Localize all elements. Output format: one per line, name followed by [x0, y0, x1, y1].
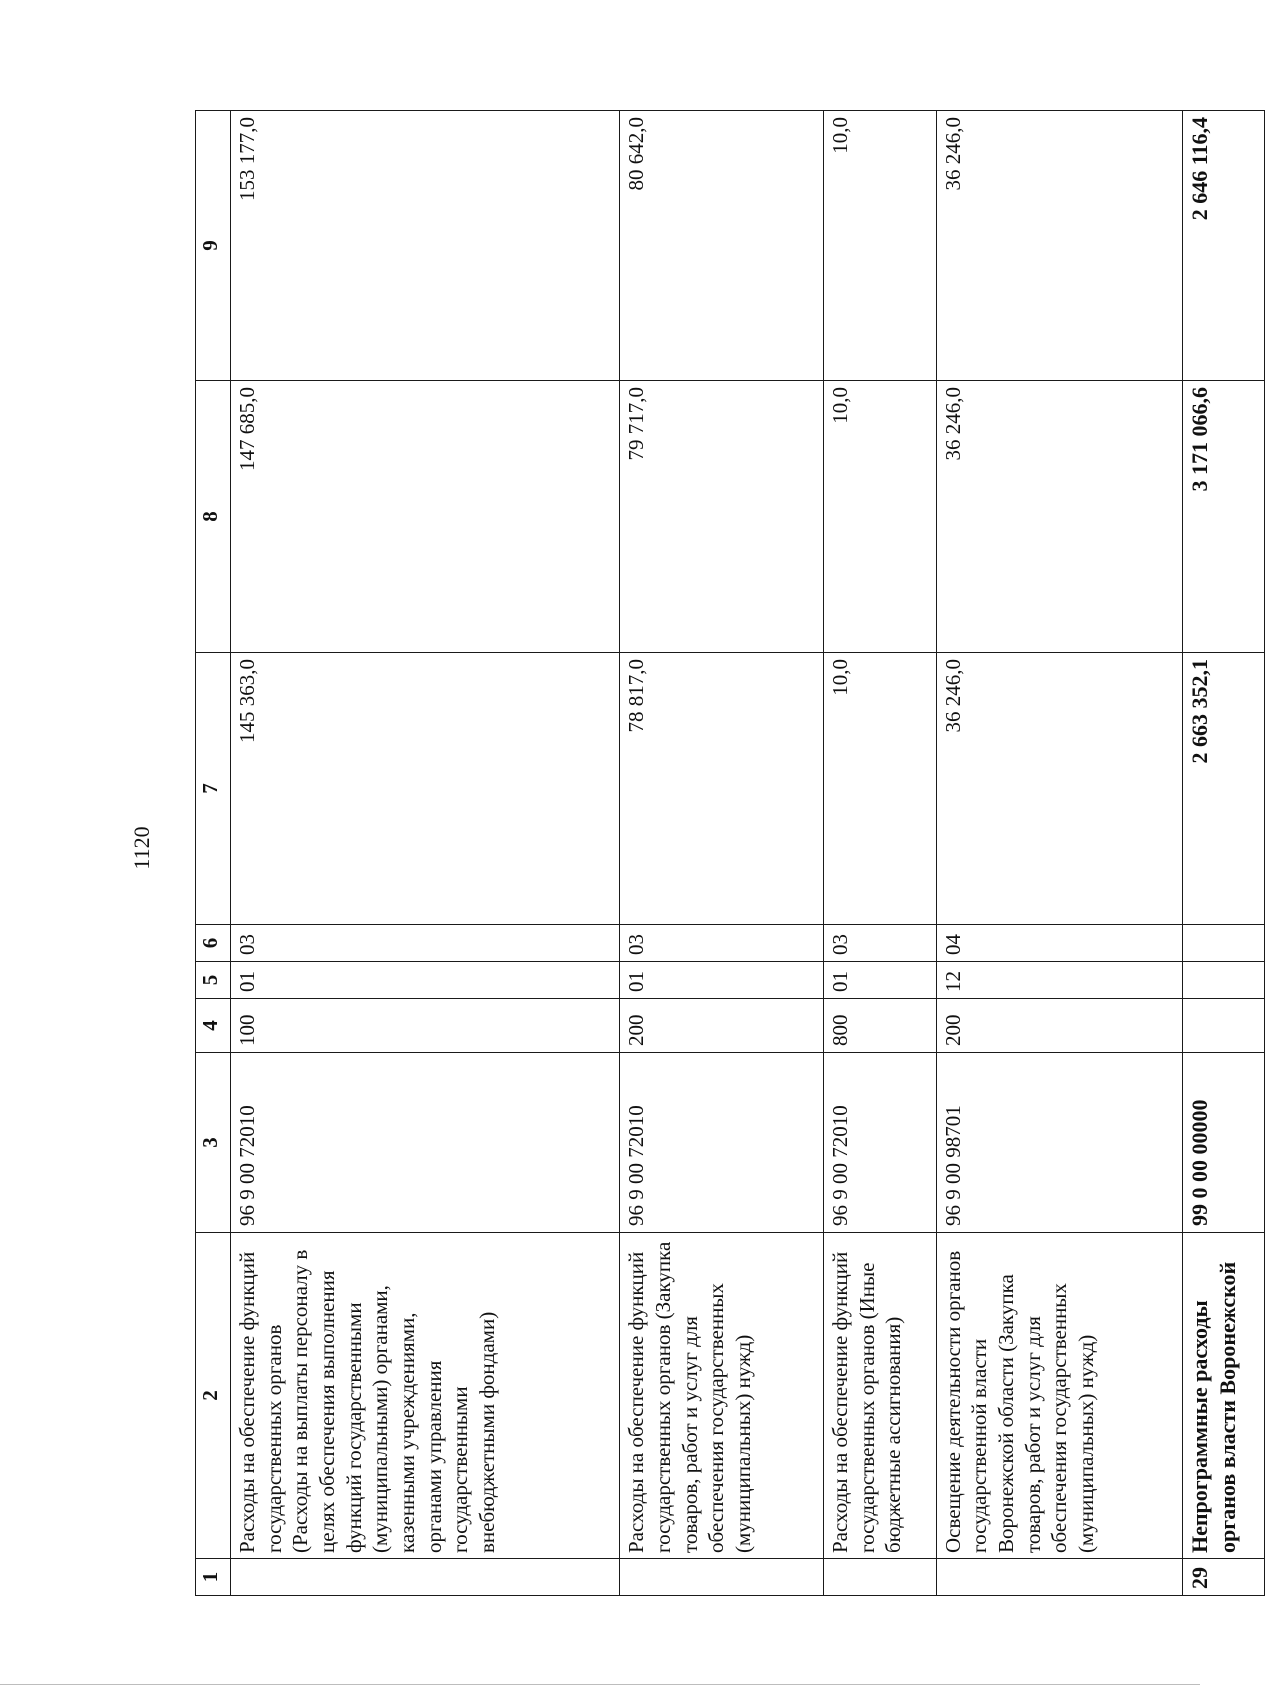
header-row [196, 111, 231, 1596]
column-header: 8 [196, 381, 231, 653]
section-code: 01 [620, 962, 824, 999]
subsection-code: 03 [231, 925, 620, 962]
amount-col-8: 10,0 [823, 381, 936, 653]
column-header: 2 [196, 1233, 231, 1559]
target-code: 96 9 00 98701 [936, 1053, 1183, 1233]
subsection-code: 03 [823, 925, 936, 962]
table-row [823, 111, 936, 1596]
subsection-code [1183, 925, 1265, 962]
page-number: 1120 [129, 826, 154, 870]
section-code: 12 [936, 962, 1183, 999]
page-bottom-rule [0, 1684, 1200, 1685]
expense-type-code [1183, 999, 1265, 1053]
table-row-total [1183, 111, 1265, 1596]
amount-col-8: 3 171 066,6 [1183, 381, 1265, 653]
amount-col-8: 79 717,0 [620, 381, 824, 653]
target-code: 96 9 00 72010 [620, 1053, 824, 1233]
column-header: 1 [196, 1559, 231, 1596]
column-header: 5 [196, 962, 231, 999]
target-code: 99 0 00 00000 [1183, 1053, 1265, 1233]
column-header: 9 [196, 111, 231, 381]
expense-name: Расходы на обеспечение функций государственных органов (Расходы на выплаты персоналу в целях обеспечения выполнения функций государственными (муниципальными) органами, казенными учреждениями, органами управления государственными внебюджетными фондами) [231, 1233, 620, 1559]
target-code: 96 9 00 72010 [823, 1053, 936, 1233]
row-number [936, 1559, 1183, 1596]
amount-col-9: 153 177,0 [231, 111, 620, 381]
section-code [1183, 962, 1265, 999]
amount-col-7: 145 363,0 [231, 653, 620, 925]
subsection-code: 03 [620, 925, 824, 962]
table-row [936, 111, 1183, 1596]
amount-col-8: 36 246,0 [936, 381, 1183, 653]
expense-name: Непрограммные расходы органов власти Воронежской [1183, 1233, 1265, 1559]
budget-table-rotated [195, 111, 1265, 1596]
target-code: 96 9 00 72010 [231, 1053, 620, 1233]
budget-table [195, 110, 1265, 1596]
expense-type-code: 200 [620, 999, 824, 1053]
section-code: 01 [823, 962, 936, 999]
column-header: 4 [196, 999, 231, 1053]
column-header: 3 [196, 1053, 231, 1233]
amount-col-9: 2 646 116,4 [1183, 111, 1265, 381]
amount-col-9: 80 642,0 [620, 111, 824, 381]
row-number [620, 1559, 824, 1596]
column-header: 7 [196, 653, 231, 925]
row-number [231, 1559, 620, 1596]
section-code: 01 [231, 962, 620, 999]
subsection-code: 04 [936, 925, 1183, 962]
expense-type-code: 100 [231, 999, 620, 1053]
amount-col-7: 2 663 352,1 [1183, 653, 1265, 925]
column-header: 6 [196, 925, 231, 962]
expense-name: Расходы на обеспечение функций государственных органов (Иные бюджетные ассигнования) [823, 1233, 936, 1559]
amount-col-7: 78 817,0 [620, 653, 824, 925]
row-number [823, 1559, 936, 1596]
amount-col-7: 36 246,0 [936, 653, 1183, 925]
expense-type-code: 200 [936, 999, 1183, 1053]
row-number: 29 [1183, 1559, 1265, 1596]
amount-col-7: 10,0 [823, 653, 936, 925]
amount-col-8: 147 685,0 [231, 381, 620, 653]
table-row [231, 111, 620, 1596]
expense-name: Освещение деятельности органов государственной власти Воронежской области (Закупка товаров, работ и услуг для обеспечения государственных (муниципальных) нужд) [936, 1233, 1183, 1559]
expense-name: Расходы на обеспечение функций государственных органов (Закупка товаров, работ и услуг для обеспечения государственных (муниципальных) нужд) [620, 1233, 824, 1559]
expense-type-code: 800 [823, 999, 936, 1053]
table-row [620, 111, 824, 1596]
amount-col-9: 36 246,0 [936, 111, 1183, 381]
amount-col-9: 10,0 [823, 111, 936, 381]
